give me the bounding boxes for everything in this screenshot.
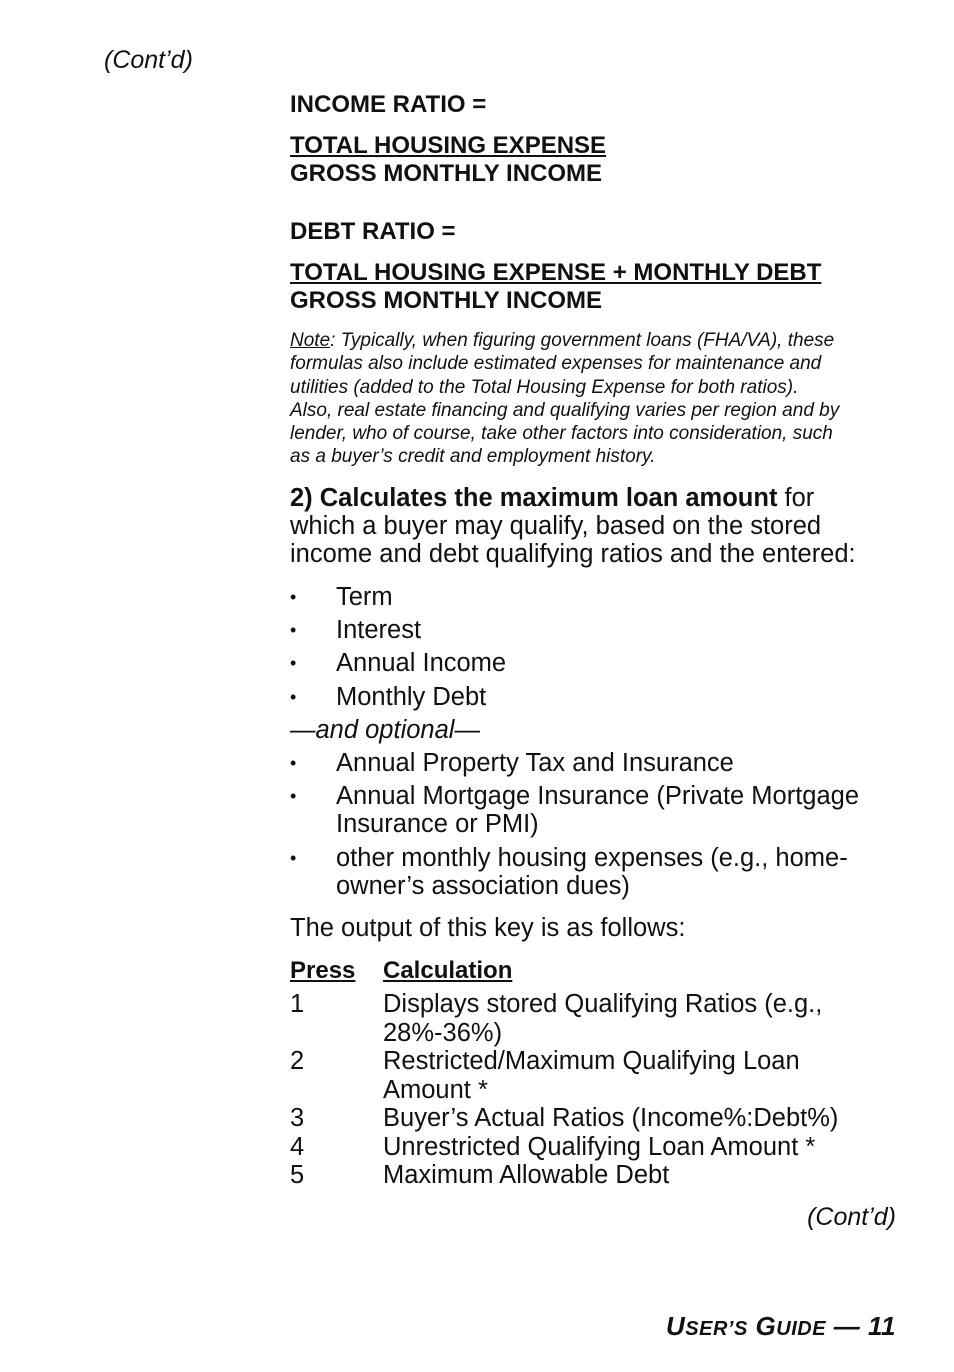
debt-ratio-label: DEBT RATIO =	[290, 218, 456, 245]
bullet-icon: •	[290, 753, 297, 773]
note-label: Note	[290, 330, 331, 351]
income-ratio-label: INCOME RATIO =	[290, 91, 487, 118]
section-2-heading: 2) Calculates the maximum loan amount	[290, 484, 778, 512]
press-number: 3	[290, 1104, 305, 1132]
optional-divider: —and optional—	[290, 716, 480, 744]
note-line: utilities (added to the Total Housing Expense for both ratios).	[290, 376, 799, 398]
section-2-text: for	[777, 484, 815, 512]
calculation-text: Unrestricted Qualifying Loan Amount *	[383, 1133, 816, 1161]
page-footer	[666, 1311, 896, 1342]
page-number: — 11	[826, 1311, 896, 1341]
list-item-line: owner’s association dues)	[336, 872, 630, 900]
list-item-text: Annual Income	[336, 649, 507, 677]
bullet-icon: •	[290, 587, 297, 607]
list-item-text: Annual Property Tax and Insurance	[336, 749, 734, 777]
note-line: formulas also include estimated expenses for maintenance and	[290, 353, 822, 375]
table-header-press: Press	[290, 957, 356, 984]
calculation-text	[383, 990, 883, 1047]
calculation-line: Restricted/Maximum Qualifying Loan	[383, 1047, 800, 1075]
note-line: as a buyer’s credit and employment history.	[290, 446, 656, 468]
list-item-text	[336, 782, 896, 838]
note-paragraph	[290, 329, 900, 469]
list-item-line: Annual Mortgage Insurance (Private Mortgage	[336, 782, 860, 810]
calculation-line: 28%-36%)	[383, 1018, 503, 1047]
bullet-icon: •	[290, 848, 297, 868]
note-line: Also, real estate financing and qualifying varies per region and by	[290, 399, 840, 421]
press-number: 2	[290, 1047, 305, 1075]
calculation-text	[383, 1047, 883, 1104]
footer-text: UIDE	[776, 1318, 827, 1340]
note-line: : Typically, when figuring government loans (FHA/VA), these	[330, 330, 835, 351]
bullet-icon: •	[290, 687, 297, 707]
list-item-line: Insurance or PMI)	[336, 810, 539, 838]
calculation-line: Displays stored Qualifying Ratios (e.g.,	[383, 990, 823, 1018]
calculation-line: Amount *	[383, 1075, 488, 1104]
press-number: 4	[290, 1133, 305, 1161]
note-line: lender, who of course, take other factors into consideration, such	[290, 423, 833, 445]
section-2-paragraph	[290, 484, 890, 568]
footer-text: SER	[685, 1318, 728, 1340]
bullet-icon: •	[290, 786, 297, 806]
footer-text: ’S	[727, 1318, 748, 1340]
calculation-text: Buyer’s Actual Ratios (Income%:Debt%)	[383, 1104, 839, 1132]
list-item-text: Monthly Debt	[336, 683, 487, 711]
debt-ratio-numerator: TOTAL HOUSING EXPENSE + MONTHLY DEBT	[290, 259, 822, 286]
income-ratio-denominator: GROSS MONTHLY INCOME	[290, 160, 603, 187]
bullet-icon: •	[290, 653, 297, 673]
calculation-text: Maximum Allowable Debt	[383, 1161, 670, 1189]
list-item-text: Term	[336, 583, 393, 611]
section-2-text: income and debt qualifying ratios and the entered:	[290, 540, 856, 568]
income-ratio-numerator: TOTAL HOUSING EXPENSE	[290, 132, 607, 159]
continued-label-top: (Cont’d)	[104, 46, 193, 74]
continued-label-bottom: (Cont’d)	[807, 1203, 896, 1231]
press-number: 5	[290, 1161, 305, 1189]
section-2-text: which a buyer may qualify, based on the stored	[290, 512, 822, 540]
press-number: 1	[290, 990, 305, 1018]
bullet-icon: •	[290, 620, 297, 640]
list-item-line: other monthly housing expenses (e.g., home-	[336, 844, 848, 872]
table-header-calculation: Calculation	[383, 957, 513, 984]
debt-ratio-formula	[290, 259, 900, 315]
footer-text: G	[747, 1311, 777, 1341]
income-ratio-formula	[290, 132, 900, 188]
output-intro: The output of this key is as follows:	[290, 914, 686, 942]
list-item-text: Interest	[336, 616, 422, 644]
list-item-text	[336, 844, 896, 900]
footer-text: U	[666, 1311, 686, 1341]
debt-ratio-denominator: GROSS MONTHLY INCOME	[290, 287, 603, 314]
